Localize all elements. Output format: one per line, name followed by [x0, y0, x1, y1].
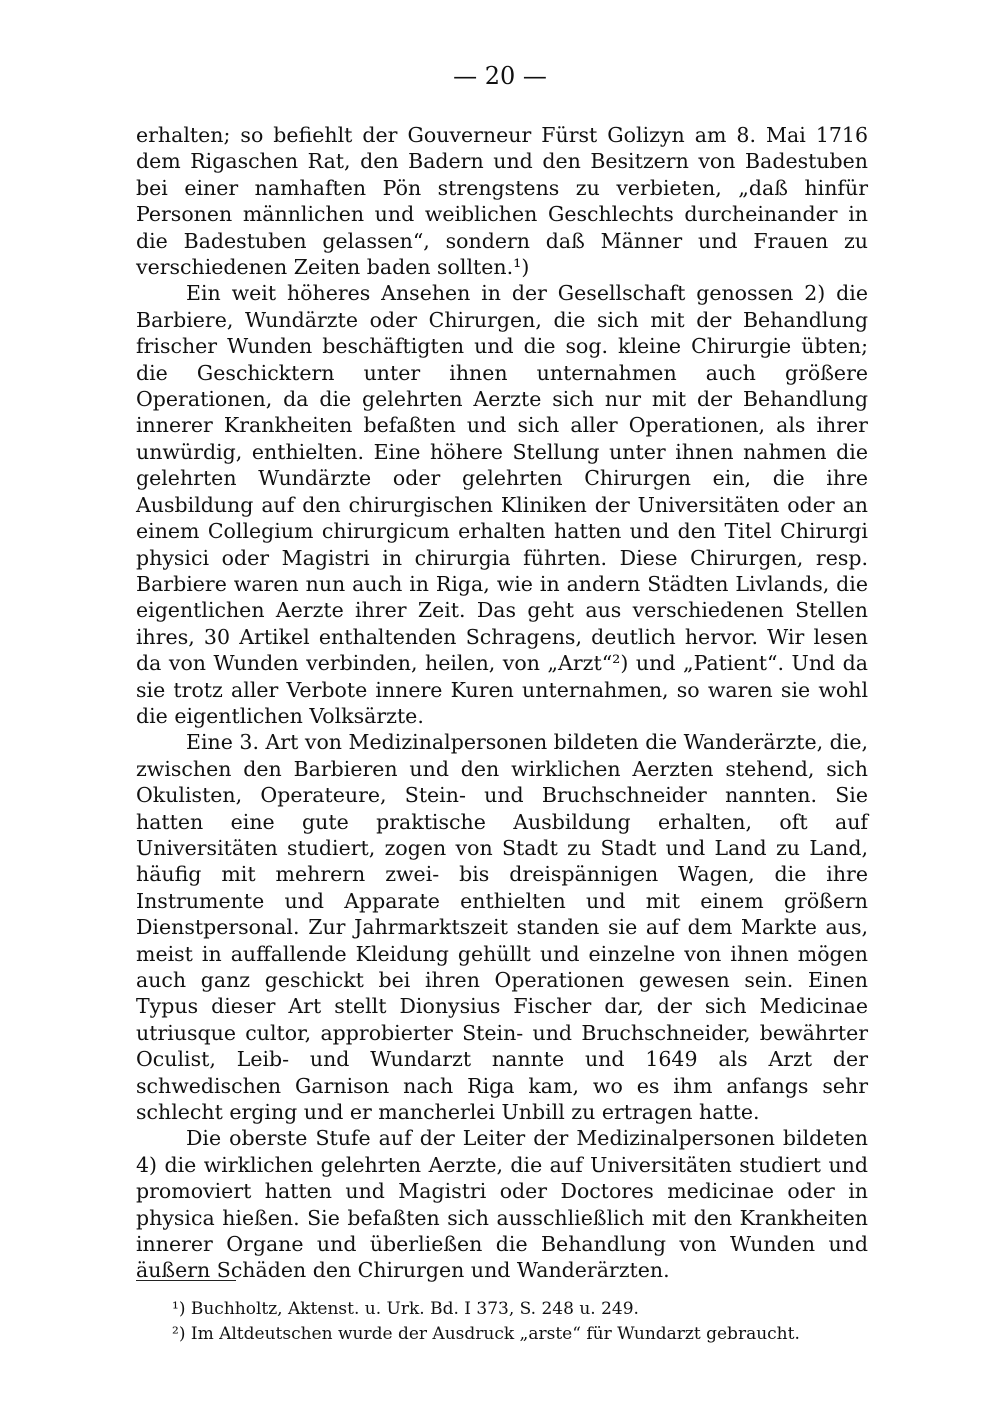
footnote-2: ²) Im Altdeutschen wurde der Ausdruck „arste“ für Wundarzt gebraucht.	[172, 1324, 800, 1344]
paragraph-wanderaerzte: Eine 3. Art von Medizinalpersonen bildeten die Wanderärzte, die, zwischen den Barbieren und den wirklichen Aerzten stehend, sich Okulisten, Operateure, Stein- und Bruchschneider nannten. Sie hatten eine gute praktische Ausbildung erhalten, oft auf Universitäten studiert, zogen von Stadt zu Stadt und Land zu Land, häufig mit mehrern zwei- bis dreispännigen Wagen, die ihre Instrumente und Apparate enthielten und mit einem größern Dienstpersonal. Zur Jahrmarktszeit standen sie auf dem Markte aus, meist in auffallende Kleidung gehüllt und einzelne von ihnen mögen auch ganz geschickt bei ihren Operationen gewesen sein. Einen Typus dieser Art stellt Dionysius Fischer dar, der sich Medicinae utriusque cultor, approbierter Stein- und Bruchschneider, bewährter Oculist, Leib- und Wundarzt nannte und 1649 als Arzt der schwedischen Garnison nach Riga kam, wo es ihm anfangs sehr schlecht erging und er mancherlei Unbill zu ertragen hatte.	[136, 730, 868, 1125]
paragraph-barbiere: Ein weit höheres Ansehen in der Gesellschaft genossen 2) die Barbiere, Wundärzte oder Chirurgen, die sich mit der Behandlung frischer Wunden beschäftigten und die sog. kleine Chirurgie übten; die Geschicktern unter ihnen unternahmen auch größere Operationen, da die gelehrten Aerzte sich nur mit der Behandlung innerer Krankheiten befaßten und sich aller Operationen, als ihrer unwürdig, enthielten. Eine höhere Stellung unter ihnen nahmen die gelehrten Wundärzte oder gelehrten Chirurgen ein, die ihre Ausbildung auf den chirurgischen Kliniken der Universitäten oder an einem Collegium chirurgicum erhalten hatten und den Titel Chirurgi physici oder Magistri in chirurgia führten. Diese Chirurgen, resp. Barbiere waren nun auch in Riga, wie in andern Städten Livlands, die eigentlichen Aerzte ihrer Zeit. Das geht aus verschiedenen Stellen ihres, 30 Artikel enthaltenden Schragens, deutlich hervor. Wir lesen da von Wunden verbinden, heilen, von „Arzt“²) und „Patient“. Und da sie trotz aller Verbote innere Kuren unternahmen, so waren sie wohl die eigentlichen Volksärzte.	[136, 281, 868, 728]
paragraph-gelehrte-aerzte: Die oberste Stufe auf der Leiter der Medizinalpersonen bildeten 4) die wirklichen gelehrten Aerzte, die auf Universitäten studiert und promoviert hatten und Magistri oder Doctores medicinae oder in physica hießen. Sie befaßten sich ausschließlich mit den Krankheiten innerer Organe und überließen die Behandlung von Wunden und äußern Schäden den Chirurgen und Wanderärzten.	[136, 1126, 868, 1283]
footnote-1: ¹) Buchholtz, Aktenst. u. Urk. Bd. I 373, S. 248 u. 249.	[172, 1299, 639, 1319]
footnote-divider	[136, 1280, 236, 1281]
page-number: — 20 —	[453, 62, 547, 90]
footnotes	[172, 1297, 872, 1347]
paragraph-continuation: erhalten; so befiehlt der Gouverneur Fürst Golizyn am 8. Mai 1716 dem Rigaschen Rat, den Badern und den Besitzern von Badestuben bei einer namhaften Pön strengstens zu verbieten, „daß hinfür Personen männlichen und weiblichen Geschlechts durcheinander in die Badestuben gelassen“, sondern daß Männer und Frauen zu verschiedenen Zeiten baden sollten.¹)	[136, 123, 868, 280]
body-text	[136, 122, 868, 1284]
